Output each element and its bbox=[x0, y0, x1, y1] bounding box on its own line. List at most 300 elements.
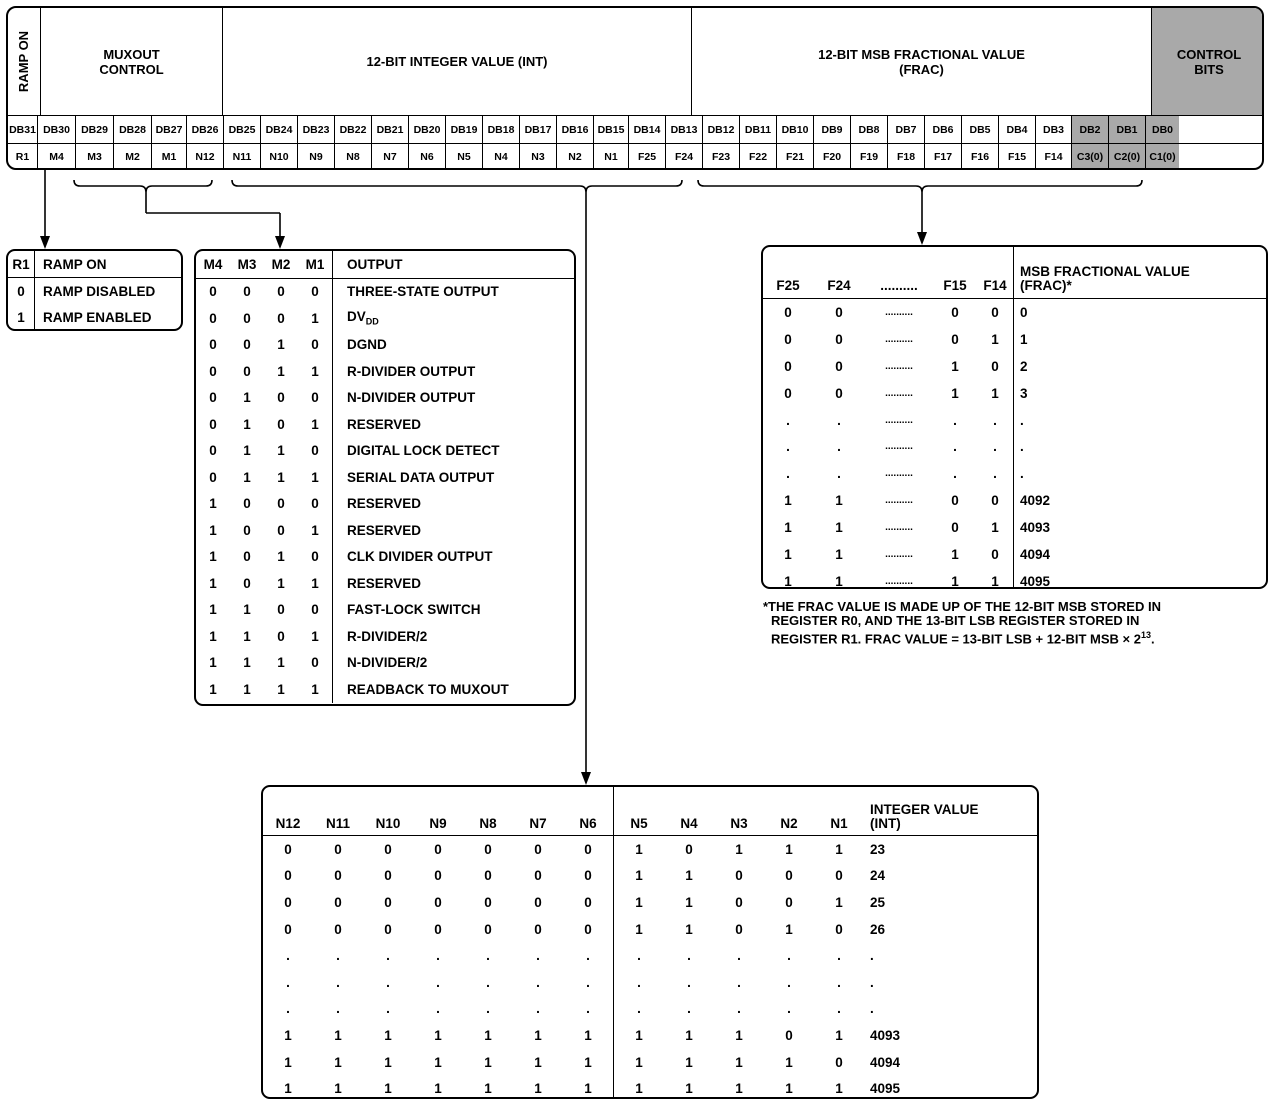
mux-bit-cell: 0 bbox=[243, 337, 251, 353]
int-header-row bbox=[263, 787, 1037, 836]
mux-bit-cell: 0 bbox=[277, 496, 285, 512]
int-header-cell: N2 bbox=[764, 787, 814, 836]
frac-bit-cell: 1 bbox=[991, 385, 999, 401]
field-cell: F16 bbox=[962, 144, 999, 170]
int-bit-cell: . bbox=[436, 974, 440, 990]
field-cell: N2 bbox=[557, 144, 594, 170]
int-bit-cell: 1 bbox=[685, 1027, 693, 1043]
mux-bit-cell: 1 bbox=[311, 310, 319, 326]
int-row bbox=[263, 836, 1037, 863]
int-bit-cell: 1 bbox=[384, 1054, 392, 1070]
frac-header-cell: MSB FRACTIONAL VALUE (FRAC)* bbox=[1014, 247, 1267, 299]
int-bit-cell: . bbox=[787, 974, 791, 990]
arrow-int bbox=[581, 772, 591, 785]
mux-bit-cell: 0 bbox=[277, 628, 285, 644]
ramp-row-label: RAMP ENABLED bbox=[43, 309, 152, 325]
int-bit-cell: 1 bbox=[484, 1054, 492, 1070]
mux-bit-cell: 1 bbox=[209, 602, 217, 618]
int-bit-cell: 0 bbox=[534, 841, 542, 857]
db-bit-cell: DB3 bbox=[1036, 116, 1072, 143]
int-bit-cell: 0 bbox=[584, 921, 592, 937]
frac-bit-cell: 1 bbox=[951, 385, 959, 401]
field-cell: N3 bbox=[520, 144, 557, 170]
int-bit-cell: 1 bbox=[614, 863, 665, 890]
mux-bit-cell: 0 bbox=[311, 390, 319, 406]
mux-bit-cell: 1 bbox=[277, 443, 285, 459]
int-bit-cell: 0 bbox=[835, 1054, 843, 1070]
frac-bit-cell: 0 bbox=[991, 304, 999, 320]
int-bit-cell: . bbox=[837, 974, 841, 990]
mux-output-cell: RESERVED bbox=[333, 491, 575, 518]
frac-bit-cell: .......... bbox=[885, 387, 913, 399]
mux-row bbox=[196, 278, 574, 305]
frac-bit-cell: 0 bbox=[835, 331, 843, 347]
frac-bit-cell: . bbox=[786, 412, 790, 428]
field-cell: N4 bbox=[483, 144, 520, 170]
ramp-header-label: RAMP ON bbox=[35, 251, 182, 278]
int-bit-cell: . bbox=[386, 948, 390, 964]
int-bit-cell: . bbox=[787, 1001, 791, 1017]
mux-output-cell: $DV_{DD}$ bbox=[333, 305, 575, 332]
mux-bit-cell: 1 bbox=[277, 549, 285, 565]
frac-bit-cell: .......... bbox=[885, 441, 913, 453]
mux-bit-cell: 1 bbox=[243, 681, 251, 697]
ramp-on-label: RAMP ON bbox=[16, 30, 32, 93]
int-bit-cell: 1 bbox=[835, 894, 843, 910]
arrow-ramp bbox=[40, 236, 50, 249]
int-bit-cell: 0 bbox=[584, 868, 592, 884]
int-bit-cell: 0 bbox=[284, 921, 292, 937]
int-bit-cell: 0 bbox=[484, 868, 492, 884]
frac-value-cell: 4094 bbox=[1014, 541, 1267, 568]
int-bit-cell: 0 bbox=[384, 921, 392, 937]
mux-bit-cell: 1 bbox=[277, 681, 285, 697]
mux-row bbox=[196, 358, 574, 385]
mux-row bbox=[196, 491, 574, 518]
field-cell: N6 bbox=[409, 144, 446, 170]
int-value-cell: 24 bbox=[870, 868, 886, 884]
field-cell: F20 bbox=[814, 144, 851, 170]
db-bit-cell: DB23 bbox=[298, 116, 335, 143]
footnote-period: . bbox=[1150, 631, 1155, 647]
frac-footnote bbox=[763, 600, 1263, 646]
mux-bit-cell: 1 bbox=[277, 469, 285, 485]
int-bit-cell: 1 bbox=[685, 894, 693, 910]
int-bit-cell: 0 bbox=[785, 1027, 793, 1043]
mux-bit-cell: 0 bbox=[209, 443, 217, 459]
db-bit-cell: DB30 bbox=[38, 116, 76, 143]
int-row bbox=[263, 1075, 1037, 1099]
field-cell: R1 bbox=[8, 144, 38, 170]
ramp-row-value: 1 bbox=[8, 304, 35, 330]
int-bit-cell: . bbox=[336, 1001, 340, 1017]
int-bit-cell: 1 bbox=[685, 868, 693, 884]
mux-output-cell: RESERVED bbox=[333, 411, 575, 438]
frac-header-cell: F24 bbox=[813, 247, 865, 299]
db-bit-cell: DB9 bbox=[814, 116, 851, 143]
int-bit-cell: 1 bbox=[334, 1027, 342, 1043]
mux-bit-cell: 1 bbox=[209, 575, 217, 591]
mux-header-row bbox=[196, 251, 574, 278]
mux-bit-cell: 0 bbox=[209, 337, 217, 353]
frac-value-cell: . bbox=[1014, 407, 1267, 434]
int-bit-cell: 1 bbox=[484, 1081, 492, 1097]
frac-bit-cell: .......... bbox=[885, 522, 913, 534]
int-header-cell: N9 bbox=[413, 787, 463, 836]
mux-output-cell: R-DIVIDER/2 bbox=[333, 623, 575, 650]
frac-bit-cell: 0 bbox=[991, 358, 999, 374]
mux-bit-cell: 0 bbox=[243, 549, 251, 565]
frac-header-cell: F15 bbox=[933, 247, 977, 299]
field-cell: M2 bbox=[114, 144, 152, 170]
field-cell: N9 bbox=[298, 144, 335, 170]
field-cell: F15 bbox=[999, 144, 1036, 170]
frac-bit-cell: .......... bbox=[885, 306, 913, 318]
field-cell: M4 bbox=[38, 144, 76, 170]
int-bit-cell: 0 bbox=[534, 921, 542, 937]
frac-bit-cell: 1 bbox=[951, 573, 959, 589]
int-bit-cell: . bbox=[386, 1001, 390, 1017]
frac-bit-cell: 1 bbox=[835, 573, 843, 589]
mux-bit-cell: 0 bbox=[209, 469, 217, 485]
int-bit-cell: 0 bbox=[835, 868, 843, 884]
field-cell: N8 bbox=[335, 144, 372, 170]
int-bit-cell: 0 bbox=[284, 841, 292, 857]
int-header-cell: N10 bbox=[363, 787, 413, 836]
frac-bit-cell: .......... bbox=[885, 468, 913, 480]
mux-output-cell: SERIAL DATA OUTPUT bbox=[333, 464, 575, 491]
int-bit-cell: 1 bbox=[735, 1081, 743, 1097]
db-bit-cell: DB14 bbox=[629, 116, 666, 143]
int-header-cell: N12 bbox=[263, 787, 313, 836]
int-bit-cell: 0 bbox=[434, 868, 442, 884]
mux-row bbox=[196, 411, 574, 438]
frac-bit-cell: .......... bbox=[885, 548, 913, 560]
int-row bbox=[263, 942, 1037, 969]
int-header-cell: INTEGER VALUE (INT) bbox=[864, 787, 1037, 836]
mux-output-cell: CLK DIVIDER OUTPUT bbox=[333, 544, 575, 571]
mux-bit-cell: 1 bbox=[243, 469, 251, 485]
int-bit-cell: 0 bbox=[584, 841, 592, 857]
frac-bit-cell: 1 bbox=[835, 520, 843, 536]
int-bit-cell: . bbox=[586, 948, 590, 964]
ramp-row-value: 0 bbox=[8, 278, 35, 305]
footnote-exponent: 13 bbox=[1140, 630, 1151, 640]
mux-bit-cell: 1 bbox=[209, 496, 217, 512]
int-bit-cell: 0 bbox=[735, 921, 743, 937]
mux-bit-cell: 1 bbox=[209, 549, 217, 565]
int-bit-cell: 1 bbox=[484, 1027, 492, 1043]
frac-bit-cell: .......... bbox=[885, 575, 913, 587]
mux-row bbox=[196, 464, 574, 491]
int-bit-cell: . bbox=[386, 974, 390, 990]
int-bit-cell: 1 bbox=[334, 1081, 342, 1097]
int-bit-cell: 1 bbox=[614, 836, 665, 863]
int-bit-cell: 1 bbox=[284, 1081, 292, 1097]
mux-bit-cell: 0 bbox=[277, 522, 285, 538]
mux-bit-cell: 0 bbox=[277, 390, 285, 406]
int-bit-cell: . bbox=[486, 974, 490, 990]
frac-bit-cell: .......... bbox=[885, 333, 913, 345]
int-bit-cell: 0 bbox=[735, 894, 743, 910]
frac-bit-cell: 1 bbox=[835, 493, 843, 509]
mux-bit-cell: 0 bbox=[243, 522, 251, 538]
mux-bit-cell: 0 bbox=[243, 496, 251, 512]
int-bit-cell: 1 bbox=[685, 921, 693, 937]
frac-bit-cell: 1 bbox=[991, 520, 999, 536]
mux-output-cell: FAST-LOCK SWITCH bbox=[333, 597, 575, 624]
db-bit-cell: DB21 bbox=[372, 116, 409, 143]
int-bit-cell: 1 bbox=[534, 1054, 542, 1070]
int-bit-cell: . bbox=[486, 948, 490, 964]
frac-bit-cell: . bbox=[993, 439, 997, 455]
int-value-cell: 23 bbox=[870, 841, 886, 857]
mux-bit-cell: 0 bbox=[277, 416, 285, 432]
field-cell: N11 bbox=[224, 144, 261, 170]
mux-bit-cell: 0 bbox=[277, 602, 285, 618]
int-bit-cell: . bbox=[737, 1001, 741, 1017]
frac-header-cell: F14 bbox=[977, 247, 1014, 299]
int-bit-cell: 0 bbox=[484, 921, 492, 937]
mux-header-cell: M3 bbox=[230, 251, 264, 278]
frac-bit-cell: .......... bbox=[885, 360, 913, 372]
int-bit-cell: 0 bbox=[384, 894, 392, 910]
mux-row bbox=[196, 332, 574, 359]
muxout-table bbox=[194, 249, 576, 706]
mux-bit-cell: 1 bbox=[209, 628, 217, 644]
field-cell: F25 bbox=[629, 144, 666, 170]
int-header-cell: N11 bbox=[313, 787, 363, 836]
int-bit-cell: . bbox=[286, 948, 290, 964]
frac-header-row bbox=[763, 247, 1266, 299]
field-cell: N12 bbox=[187, 144, 224, 170]
int-bit-cell: 1 bbox=[334, 1054, 342, 1070]
field-cell: F18 bbox=[888, 144, 925, 170]
int-row bbox=[263, 863, 1037, 890]
int-bit-cell: 1 bbox=[434, 1054, 442, 1070]
field-cell: N7 bbox=[372, 144, 409, 170]
int-bit-cell: . bbox=[436, 1001, 440, 1017]
mux-row bbox=[196, 305, 574, 332]
ramp-header-r1: R1 bbox=[8, 251, 35, 278]
frac-bit-cell: . bbox=[837, 439, 841, 455]
mux-header-cell: M2 bbox=[264, 251, 298, 278]
int-bit-cell: 1 bbox=[284, 1054, 292, 1070]
db-bit-cell: DB15 bbox=[594, 116, 629, 143]
int-bit-cell: . bbox=[486, 1001, 490, 1017]
int-header-cell: N6 bbox=[563, 787, 614, 836]
frac-value-cell: . bbox=[1014, 460, 1267, 487]
int-bit-cell: 0 bbox=[384, 841, 392, 857]
int-bit-cell: 0 bbox=[484, 894, 492, 910]
int-bit-cell: 0 bbox=[685, 841, 693, 857]
frac-value-cell: 0 bbox=[1014, 299, 1267, 326]
frac-bit-cell: . bbox=[953, 466, 957, 482]
frac-row bbox=[763, 299, 1266, 326]
mux-bit-cell: 1 bbox=[277, 655, 285, 671]
db-bit-cell: DB20 bbox=[409, 116, 446, 143]
mux-row bbox=[196, 570, 574, 597]
int-row bbox=[263, 889, 1037, 916]
frac-row bbox=[763, 568, 1266, 589]
db-bit-cell: DB12 bbox=[703, 116, 740, 143]
mux-row bbox=[196, 650, 574, 677]
ramp-row-label: RAMP DISABLED bbox=[43, 283, 156, 299]
mux-bit-cell: 0 bbox=[311, 496, 319, 512]
mux-bit-cell: 1 bbox=[311, 522, 319, 538]
frac-bit-cell: 1 bbox=[784, 493, 792, 509]
db-bit-cell: DB6 bbox=[925, 116, 962, 143]
footnote-line bbox=[763, 628, 1263, 646]
mux-bit-cell: 1 bbox=[311, 416, 319, 432]
frac-value-cell: 3 bbox=[1014, 380, 1267, 407]
frac-bit-cell: 0 bbox=[835, 358, 843, 374]
frac-bit-cell: 1 bbox=[951, 358, 959, 374]
db-bit-cell: DB11 bbox=[740, 116, 777, 143]
frac-bit-cell: . bbox=[993, 466, 997, 482]
int-bit-cell: 1 bbox=[685, 1054, 693, 1070]
frac-bit-cell: . bbox=[993, 412, 997, 428]
mux-row bbox=[196, 544, 574, 571]
int-bit-cell: 1 bbox=[735, 841, 743, 857]
int-value-cell: 4093 bbox=[870, 1027, 901, 1043]
db-bit-cell: DB2 bbox=[1072, 116, 1109, 143]
mux-bit-cell: 1 bbox=[243, 628, 251, 644]
int-bit-cell: 1 bbox=[614, 1049, 665, 1076]
mux-bit-cell: 1 bbox=[243, 390, 251, 406]
frac-bit-cell: 0 bbox=[951, 493, 959, 509]
int-bit-cell: 1 bbox=[735, 1027, 743, 1043]
int-bit-cell: 0 bbox=[835, 921, 843, 937]
db-bit-cell: DB16 bbox=[557, 116, 594, 143]
int-bit-cell: 0 bbox=[735, 868, 743, 884]
int-bit-cell: 1 bbox=[584, 1081, 592, 1097]
frac-row bbox=[763, 407, 1266, 434]
frac-bit-cell: 1 bbox=[991, 331, 999, 347]
int-bit-cell: . bbox=[336, 948, 340, 964]
db-bit-cell: DB31 bbox=[8, 116, 38, 143]
int-bit-cell: . bbox=[536, 1001, 540, 1017]
frac-bit-cell: .......... bbox=[885, 495, 913, 507]
db-bit-cell: DB10 bbox=[777, 116, 814, 143]
frac-row bbox=[763, 460, 1266, 487]
mux-bit-cell: 0 bbox=[277, 310, 285, 326]
mux-header-cell: M4 bbox=[196, 251, 230, 278]
int-bit-cell: 1 bbox=[614, 916, 665, 943]
mux-output-cell: RESERVED bbox=[333, 517, 575, 544]
int-bit-cell: . bbox=[536, 974, 540, 990]
int-bit-cell: 1 bbox=[534, 1027, 542, 1043]
db-bit-cell: DB28 bbox=[114, 116, 152, 143]
int-bit-cell: . bbox=[837, 948, 841, 964]
int-bit-cell: 1 bbox=[384, 1027, 392, 1043]
frac-bit-cell: . bbox=[786, 439, 790, 455]
mux-bit-cell: 1 bbox=[311, 469, 319, 485]
db-bit-cell: DB13 bbox=[666, 116, 703, 143]
frac-value-cell: 4093 bbox=[1014, 514, 1267, 541]
frac-row bbox=[763, 433, 1266, 460]
int-bit-cell: 0 bbox=[334, 894, 342, 910]
mux-bit-cell: 1 bbox=[209, 681, 217, 697]
mux-bit-cell: 0 bbox=[311, 655, 319, 671]
db-bit-cell: DB17 bbox=[520, 116, 557, 143]
field-cell: F23 bbox=[703, 144, 740, 170]
frac-row bbox=[763, 326, 1266, 353]
mux-output-cell: N-DIVIDER OUTPUT bbox=[333, 385, 575, 412]
field-cell: C1(0) bbox=[1146, 144, 1179, 170]
db-bit-cell: DB7 bbox=[888, 116, 925, 143]
int-bit-cell: . bbox=[614, 969, 665, 996]
frac-bit-cell: 0 bbox=[784, 304, 792, 320]
int-header-cell: N3 bbox=[714, 787, 764, 836]
int-value-cell: 26 bbox=[870, 921, 886, 937]
int-value-cell: . bbox=[870, 948, 874, 964]
field-cell: C3(0) bbox=[1072, 144, 1109, 170]
frac-header-cell: F25 bbox=[763, 247, 813, 299]
mux-output-cell: R-DIVIDER OUTPUT bbox=[333, 358, 575, 385]
frac-value-cell: 1 bbox=[1014, 326, 1267, 353]
frac-bit-cell: 1 bbox=[991, 573, 999, 589]
db-bit-cell: DB29 bbox=[76, 116, 114, 143]
int-bit-cell: 0 bbox=[785, 894, 793, 910]
int-bit-cell: 0 bbox=[334, 841, 342, 857]
field-cell: N1 bbox=[594, 144, 629, 170]
field-cell: F21 bbox=[777, 144, 814, 170]
field-cell: M3 bbox=[76, 144, 114, 170]
header-frac: 12-BIT MSB FRACTIONAL VALUE (FRAC) bbox=[692, 8, 1152, 115]
frac-bit-cell: .......... bbox=[885, 414, 913, 426]
db-bit-cell: DB24 bbox=[261, 116, 298, 143]
int-bit-cell: 1 bbox=[614, 1022, 665, 1049]
int-bit-cell: 0 bbox=[334, 868, 342, 884]
header-control-bits: CONTROL BITS bbox=[1152, 8, 1264, 115]
int-bit-cell: 1 bbox=[835, 1027, 843, 1043]
ramp-on-table bbox=[6, 249, 183, 331]
mux-bit-cell: 0 bbox=[243, 284, 251, 300]
frac-bit-cell: . bbox=[953, 412, 957, 428]
frac-row bbox=[763, 487, 1266, 514]
int-bit-cell: 1 bbox=[434, 1081, 442, 1097]
mux-row bbox=[196, 385, 574, 412]
mux-header-cell: M1 bbox=[298, 251, 333, 278]
header-muxout: MUXOUT CONTROL bbox=[41, 8, 223, 115]
frac-row bbox=[763, 541, 1266, 568]
footnote-line: *THE FRAC VALUE IS MADE UP OF THE 12-BIT MSB STORED IN bbox=[763, 599, 1161, 614]
frac-table bbox=[761, 245, 1268, 589]
mux-bit-cell: 0 bbox=[243, 310, 251, 326]
mux-output-cell: DGND bbox=[333, 332, 575, 359]
int-row bbox=[263, 969, 1037, 996]
db-bit-cell: DB0 bbox=[1146, 116, 1179, 143]
frac-row bbox=[763, 380, 1266, 407]
frac-row bbox=[763, 353, 1266, 380]
db-bit-cell: DB4 bbox=[999, 116, 1036, 143]
int-value-cell: . bbox=[870, 1001, 874, 1017]
frac-bit-cell: . bbox=[786, 466, 790, 482]
mux-bit-cell: 1 bbox=[277, 575, 285, 591]
int-row bbox=[263, 1049, 1037, 1076]
field-cell: C2(0) bbox=[1109, 144, 1146, 170]
int-bit-cell: . bbox=[687, 974, 691, 990]
int-bit-cell: 0 bbox=[384, 868, 392, 884]
db-bit-cell: DB1 bbox=[1109, 116, 1146, 143]
mux-row bbox=[196, 597, 574, 624]
int-bit-cell: 0 bbox=[484, 841, 492, 857]
int-bit-cell: . bbox=[586, 1001, 590, 1017]
frac-bit-cell: 0 bbox=[991, 546, 999, 562]
mux-bit-cell: 0 bbox=[209, 363, 217, 379]
db-bit-cell: DB18 bbox=[483, 116, 520, 143]
